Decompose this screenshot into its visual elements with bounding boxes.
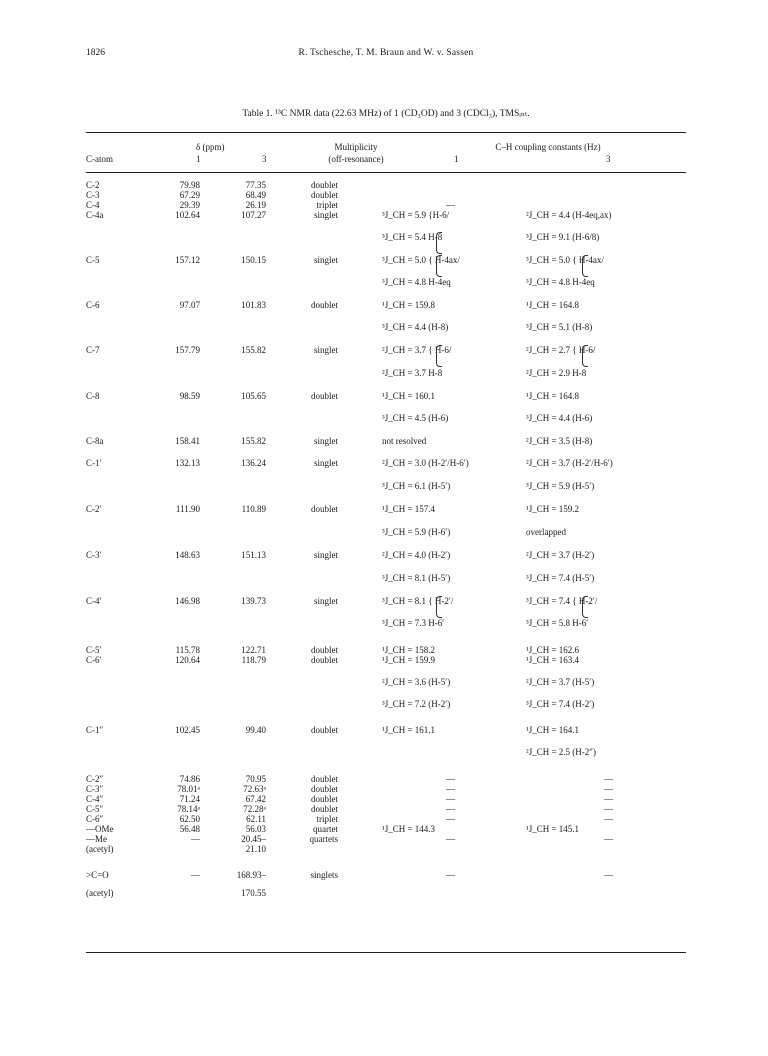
cell-j1: ¹J_CH = 160.1 (382, 391, 436, 401)
cell-j3: ³J_CH = 7.4 (H-5′) (526, 573, 595, 583)
cell-atom: C-2″ (86, 774, 104, 784)
cell-atom: C-3 (86, 190, 100, 200)
cell-j1: ¹J_CH = 161.1 (382, 725, 436, 735)
cell-atom: C-6″ (86, 814, 104, 824)
cell-d1: 157.79 (175, 345, 200, 355)
cell-atom: C-2′ (86, 504, 102, 514)
cell-atom: C-5′ (86, 645, 102, 655)
cell-atom: C-4a (86, 210, 104, 220)
cell-d3: 72.28ᵃ (243, 804, 266, 814)
cell-d3: 26.19 (245, 200, 266, 210)
cell-d1: — (191, 834, 200, 844)
cell-j3: ³J_CH = 7.4 (H-2′) (526, 699, 595, 709)
cell-j3: ³J_CH = 4.8 H-4eq (526, 277, 595, 287)
coupling-brace-1 (436, 255, 442, 277)
cell-atom: C-3′ (86, 550, 102, 560)
cell-d1: 157.12 (175, 255, 200, 265)
cell-j3: ²J_CH = 3.7 (H-5′) (526, 677, 595, 687)
cell-j3: ²J_CH = 4.4 (H-4eq,ax) (526, 210, 612, 220)
cell-j1: ³J_CH = 5.9 {H-6/ (382, 210, 450, 220)
cell-d1: 102.45 (175, 725, 200, 735)
cell-atom: C-4″ (86, 794, 104, 804)
running-title: R. Tschesche, T. M. Braun and W. v. Sassen (298, 48, 474, 58)
cell-d3: 77.35 (245, 180, 266, 190)
table-body (86, 180, 686, 940)
cell-j1: not resolved (382, 436, 427, 446)
cell-mult: singlet (314, 255, 338, 265)
cell-j3: ³J_CH = 5.1 (H-8) (526, 322, 593, 332)
cell-d1: 102.64 (175, 210, 200, 220)
table-bottom-rule (86, 952, 686, 953)
cell-d1: 79.98 (179, 180, 200, 190)
cell-j1: ³J_CH = 4.8 H-4eq (382, 277, 451, 287)
cell-d3: 70.95 (245, 774, 266, 784)
cell-mult: doublet (311, 300, 338, 310)
coupling-brace-3 (436, 596, 442, 618)
cell-d1: 56.48 (179, 824, 200, 834)
coupling-brace-2 (436, 345, 442, 367)
cell-d1: 158.41 (175, 436, 200, 446)
cell-j1: ¹J_CH = 158.2 (382, 645, 436, 655)
cell-j1: ³J_CH = 7.3 H-6′ (382, 618, 445, 628)
cell-mult: singlet (314, 550, 338, 560)
cell-d1: 97.07 (179, 300, 200, 310)
cell-atom: C-6′ (86, 655, 102, 665)
table-caption: Table 1. ¹³C NMR data (22.63 MHz) of 1 (CD₃OD) and 3 (CDCl₃), TMSᵢₙₜ. (242, 109, 530, 119)
cell-j3: ³J_CH = 5.8 H-6′ (526, 618, 589, 628)
cell-mult: triplet (316, 814, 338, 824)
cell-mult: doublet (311, 794, 338, 804)
cell-j3: ³J_CH = 9.1 (H-6/8) (526, 232, 600, 242)
cell-d1: — (191, 870, 200, 880)
cell-mult: doublet (311, 784, 338, 794)
cell-atom: C-8a (86, 436, 104, 446)
cell-d3: 68.49 (245, 190, 266, 200)
cell-mult: doublet (311, 190, 338, 200)
cell-d1: 111.90 (175, 504, 200, 514)
cell-mult: quartet (313, 824, 338, 834)
cell-j3: — (604, 774, 613, 784)
cell-d3: 67.42 (245, 794, 266, 804)
cell-j3: ²J_CH = 2.9 H-8 (526, 368, 587, 378)
cell-j3: ²J_CH = 2.5 (H-2″) (526, 747, 597, 757)
cell-d3: 122.71 (241, 645, 266, 655)
cell-mult: doublet (311, 645, 338, 655)
cell-atom: C-4′ (86, 596, 102, 606)
cell-j3: ¹J_CH = 145.1 (526, 824, 580, 834)
cell-j3: ³J_CH = 4.4 (H-6) (526, 413, 593, 423)
cell-mult: doublet (311, 725, 338, 735)
cell-atom: (acetyl) (86, 888, 114, 898)
cell-j1: ³J_CH = 7.2 (H-2′) (382, 699, 451, 709)
cell-mult: singlet (314, 345, 338, 355)
coupling-brace-4 (582, 255, 588, 277)
cell-atom: C-1″ (86, 725, 104, 735)
cell-mult: singlet (314, 436, 338, 446)
cell-j1: ³J_CH = 4.5 (H-6) (382, 413, 449, 423)
cell-d3: 21.10 (245, 844, 266, 854)
cell-d1: 146.98 (175, 596, 200, 606)
cell-j3: overlapped (526, 527, 566, 537)
cell-j3: ¹J_CH = 163.4 (526, 655, 580, 665)
cell-j1: ³J_CH = 5.4 H-8 (382, 232, 443, 242)
cell-j3: ³J_CH = 5.0 { H-4ax/ (526, 255, 604, 265)
cell-mult: quartets (309, 834, 338, 844)
cell-d3: 151.13 (241, 550, 266, 560)
cell-j3: — (604, 834, 613, 844)
cell-d3: 155.82 (241, 436, 266, 446)
cell-d1: 132.13 (175, 458, 200, 468)
cell-mult: doublet (311, 180, 338, 190)
cell-d1: 78.01ᵃ (177, 784, 200, 794)
cell-d3: 20.45– (241, 834, 266, 844)
cell-d1: 78.14ᵃ (177, 804, 200, 814)
cell-j3: ²J_CH = 3.7 (H-2′) (526, 550, 595, 560)
cell-j1: — (446, 870, 455, 880)
cell-mult: doublet (311, 391, 338, 401)
cell-mult: singlet (314, 596, 338, 606)
cell-d1: 67.29 (179, 190, 200, 200)
cell-mult: doublet (311, 804, 338, 814)
cell-d3: 139.73 (241, 596, 266, 606)
cell-d1: 29.39 (179, 200, 200, 210)
cell-d3: 118.79 (241, 655, 266, 665)
cell-d1: 120.64 (175, 655, 200, 665)
cell-d3: 170.55 (241, 888, 266, 898)
cell-j3: ³J_CH = 5.9 (H-5′) (526, 481, 595, 491)
cell-d3: 99.40 (245, 725, 266, 735)
cell-d1: 74.86 (179, 774, 200, 784)
cell-j1: — (446, 200, 455, 210)
cell-d3: 105.65 (241, 391, 266, 401)
cell-j1: ¹J_CH = 159.9 (382, 655, 436, 665)
cell-d1: 98.59 (179, 391, 200, 401)
cell-d3: 110.89 (241, 504, 266, 514)
coupling-brace-0 (436, 232, 442, 254)
cell-j1: ³J_CH = 5.0 { H-4ax/ (382, 255, 460, 265)
cell-j3: ¹J_CH = 162.6 (526, 645, 580, 655)
cell-j1: — (446, 774, 455, 784)
cell-d3: 136.24 (241, 458, 266, 468)
cell-mult: triplet (316, 200, 338, 210)
cell-j1: — (446, 814, 455, 824)
cell-atom: C-4 (86, 200, 100, 210)
cell-d1: 148.63 (175, 550, 200, 560)
cell-atom: C-7 (86, 345, 100, 355)
cell-j1: ²J_CH = 4.0 (H-2′) (382, 550, 451, 560)
cell-d3: 72.63ᵃ (243, 784, 266, 794)
cell-j3: ¹J_CH = 159.2 (526, 504, 580, 514)
cell-j3: ¹J_CH = 164.1 (526, 725, 580, 735)
cell-atom: C-5 (86, 255, 100, 265)
cell-atom: >C=O (86, 870, 109, 880)
cell-mult: singlet (314, 458, 338, 468)
cell-atom: C-1′ (86, 458, 102, 468)
cell-atom: —OMe (86, 824, 114, 834)
cell-d3: 168.93– (236, 870, 266, 880)
table-header-rule (86, 172, 686, 173)
table-header (86, 140, 686, 170)
cell-j3: ¹J_CH = 164.8 (526, 300, 580, 310)
cell-j3: — (604, 804, 613, 814)
cell-d3: 150.15 (241, 255, 266, 265)
cell-d3: 56.03 (245, 824, 266, 834)
cell-atom: C-8 (86, 391, 100, 401)
cell-j1: ¹J_CH = 144.3 (382, 824, 436, 834)
cell-mult: singlet (314, 210, 338, 220)
cell-j3: — (604, 814, 613, 824)
cell-atom: C-6 (86, 300, 100, 310)
cell-j1: — (446, 834, 455, 844)
page-number: 1826 (86, 48, 105, 58)
cell-d1: 71.24 (179, 794, 200, 804)
col-delta-3-header: 3 (262, 154, 267, 164)
cell-j1: ³J_CH = 5.9 (H-6′) (382, 527, 451, 537)
cell-j1: ²J_CH = 3.0 (H-2′/H-6′) (382, 458, 469, 468)
cell-j3: ¹J_CH = 164.8 (526, 391, 580, 401)
cell-j1: — (446, 784, 455, 794)
cell-mult: singlets (310, 870, 338, 880)
cell-atom: —Me (86, 834, 107, 844)
col-coupling-1-header: 1 (454, 154, 459, 164)
cell-j1: ²J_CH = 3.7 H-8 (382, 368, 443, 378)
cell-j1: ²J_CH = 3.6 (H-5′) (382, 677, 451, 687)
cell-j3: ²J_CH = 2.7 { H-6/ (526, 345, 596, 355)
table-top-rule (86, 132, 686, 133)
cell-mult: doublet (311, 504, 338, 514)
cell-j3: ²J_CH = 3.7 (H-2′/H-6′) (526, 458, 613, 468)
cell-atom: (acetyl) (86, 844, 114, 854)
col-delta-1-header: 1 (196, 154, 201, 164)
cell-mult: doublet (311, 655, 338, 665)
col-coupling-header: C–H coupling constants (Hz) (495, 142, 601, 152)
cell-j1: ³J_CH = 8.1 { H-2′/ (382, 596, 454, 606)
page-header (86, 48, 686, 64)
cell-d1: 62.50 (179, 814, 200, 824)
cell-j3: — (604, 870, 613, 880)
coupling-brace-5 (582, 345, 588, 367)
cell-j1: ³J_CH = 4.4 (H-8) (382, 322, 449, 332)
cell-j3: ²J_CH = 3.5 (H-8) (526, 436, 593, 446)
cell-atom: C-2 (86, 180, 100, 190)
cell-j1: ²J_CH = 3.7 { H-6/ (382, 345, 452, 355)
col-delta-header: δ (ppm) (196, 142, 225, 152)
cell-j1: — (446, 794, 455, 804)
cell-j3: — (604, 784, 613, 794)
col-mult-header-1: Multiplicity (334, 142, 378, 152)
cell-atom: C-3″ (86, 784, 104, 794)
cell-d3: 62.11 (246, 814, 266, 824)
cell-d3: 107.27 (241, 210, 266, 220)
cell-atom: C-5″ (86, 804, 104, 814)
col-mult-header-2: (off-resonance) (328, 154, 384, 164)
cell-j1: ¹J_CH = 159.8 (382, 300, 436, 310)
coupling-brace-6 (582, 596, 588, 618)
cell-j3: ³J_CH = 7.4 { H-2′/ (526, 596, 598, 606)
cell-d1: 115.78 (175, 645, 200, 655)
cell-j1: — (446, 804, 455, 814)
cell-d3: 155.82 (241, 345, 266, 355)
col-atom-header: C-atom (86, 154, 113, 164)
col-coupling-3-header: 3 (606, 154, 611, 164)
cell-j1: ³J_CH = 6.1 (H-5′) (382, 481, 451, 491)
cell-j1: ¹J_CH = 157.4 (382, 504, 436, 514)
cell-d3: 101.83 (241, 300, 266, 310)
cell-j1: ³J_CH = 8.1 (H-5′) (382, 573, 451, 583)
cell-j3: — (604, 794, 613, 804)
cell-mult: doublet (311, 774, 338, 784)
